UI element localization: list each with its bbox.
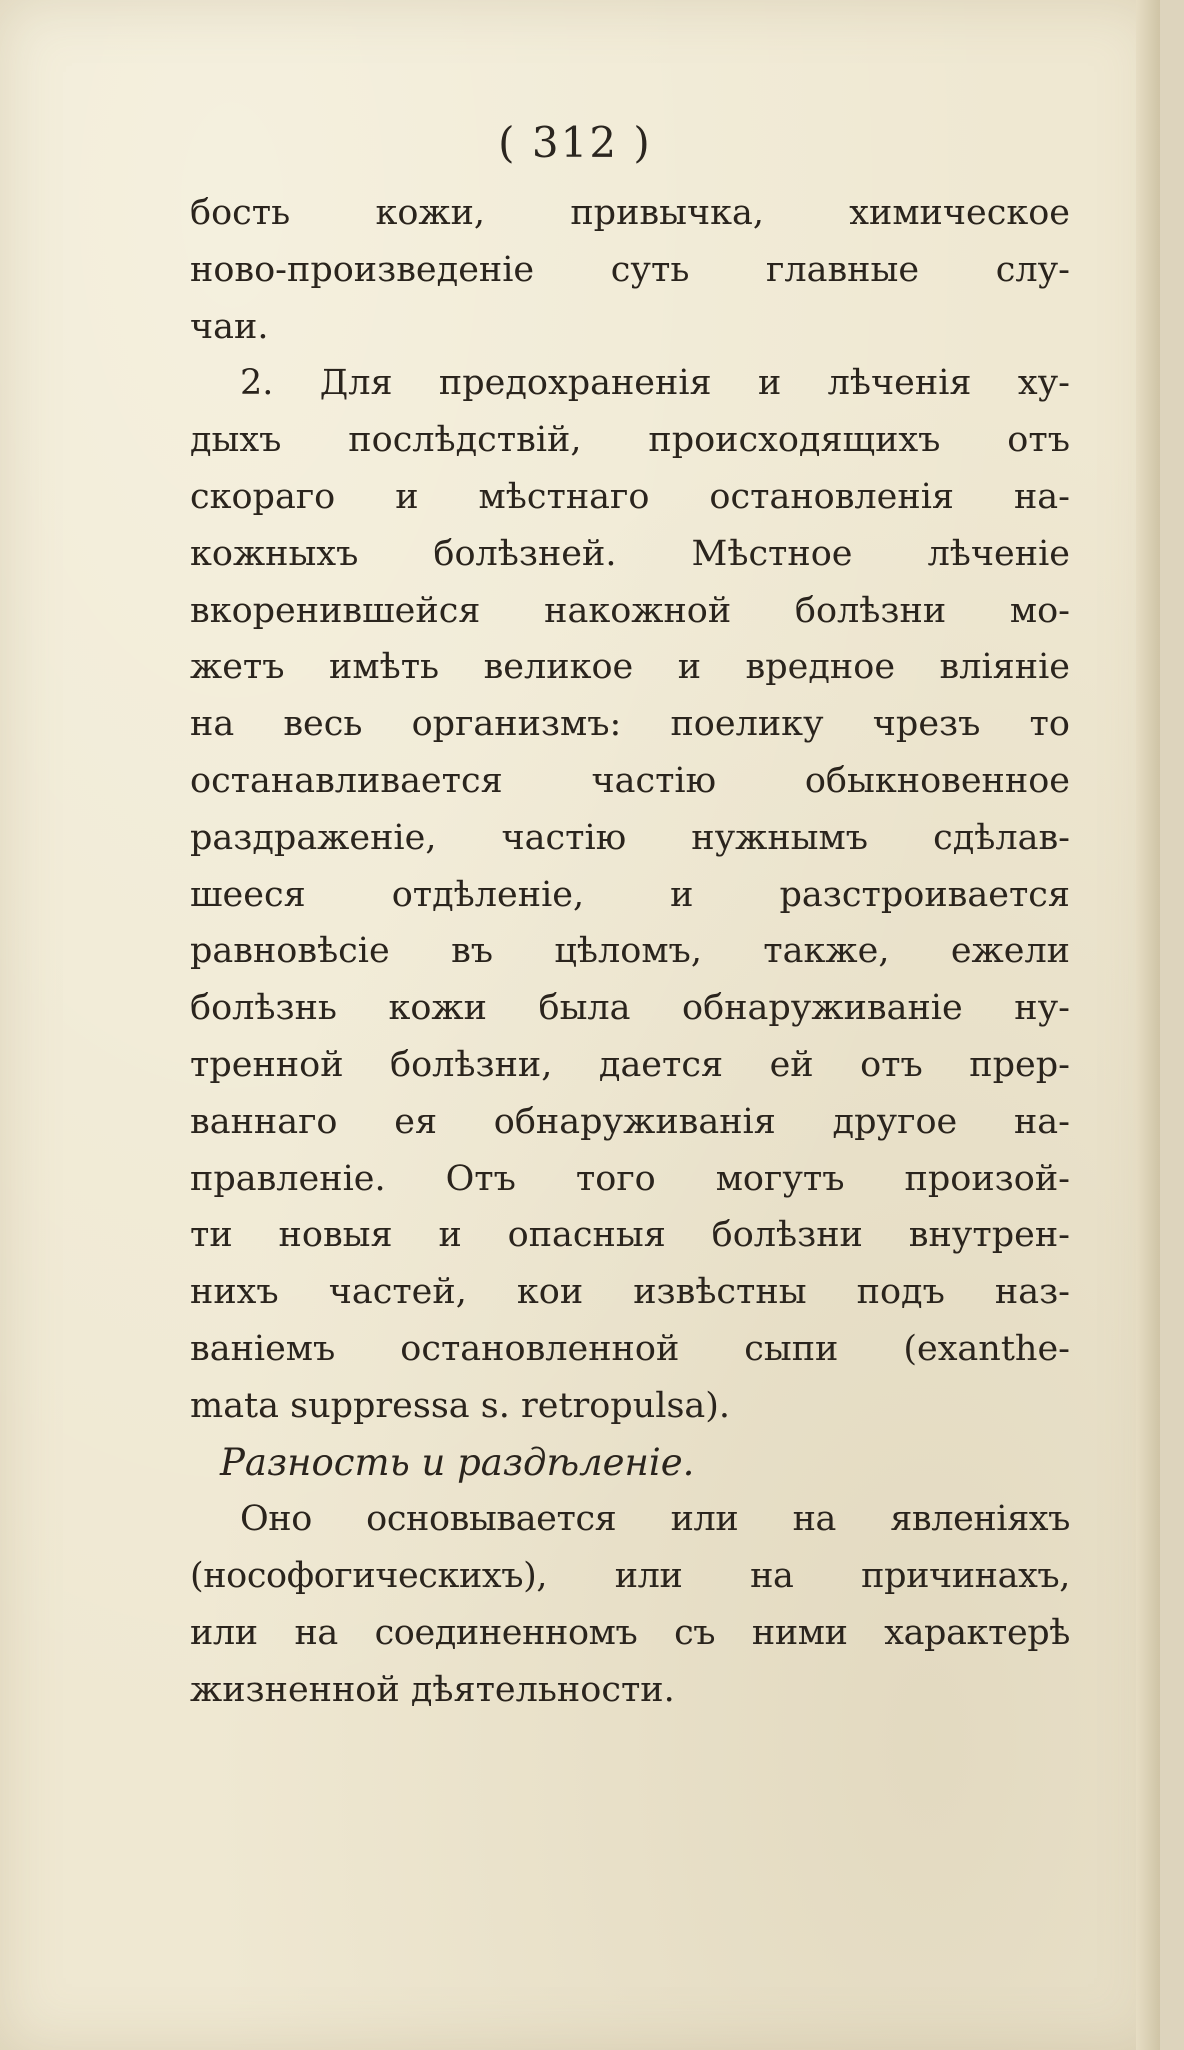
page-number: ( 312 ) [498,118,652,167]
text-line: ванiемъ остановленной сыпи (exanthe- [190,1328,1070,1369]
section-heading: Разность и раздѣленiе. [220,1440,695,1484]
text-line: дыхъ послѣдствiй, происходящихъ отъ [190,420,1070,461]
page-edge [1136,0,1160,2050]
text-line: чаи. [190,306,269,347]
text-line: mata suppressa s. retropulsa). [190,1385,731,1426]
text-line: останавливается частiю обыкновенное [190,760,1070,801]
text-line: раздраженiе, частiю нужнымъ сдѣлав- [190,817,1070,858]
text-line: вкоренившейся накожной болѣзни мо- [190,590,1070,631]
text-line: бость кожи, привычка, химическое [190,193,1070,233]
text-line: или на соединенномъ съ ними характерѣ [190,1612,1070,1653]
text-line: ваннаго ея обнаруживанiя другое на- [190,1101,1070,1142]
text-line: ти новыя и опасныя болѣзни внутрен- [190,1215,1070,1256]
text-line: скораго и мѣстнаго остановленiя на- [190,476,1070,517]
text-line: кожныхъ болѣзней. Мѣстное лѣченiе [190,533,1070,574]
text-line: на весь организмъ: поелику чрезъ то [190,704,1070,745]
text-line: равновѣсiе въ цѣломъ, также, ежели [190,931,1070,972]
text-line: (нософогическихъ), или на причинахъ, [190,1556,1070,1597]
body-text [190,185,1070,1719]
text-line: ново-произведенiе суть главные слу- [190,249,1070,290]
text-line: жетъ имѣть великое и вредное влiянiе [190,647,1070,688]
text-line: нихъ частей, кои извѣстны подъ наз- [190,1272,1070,1313]
text-line: болѣзнь кожи была обнаруживанiе ну- [190,988,1070,1029]
text-line: шееся отдѣленiе, и разстроивается [190,874,1070,915]
text-line: правленiе. Отъ того могутъ произой- [190,1158,1070,1199]
paragraph-start-line: Оно основывается или на явленiяхъ [240,1499,1070,1540]
text-line: тренной болѣзни, дается ей отъ прер- [190,1044,1070,1085]
paragraph-start-line: 2. Для предохраненiя и лѣченiя ху- [240,363,1070,404]
text-line: жизненной дѣятельности. [190,1669,675,1710]
